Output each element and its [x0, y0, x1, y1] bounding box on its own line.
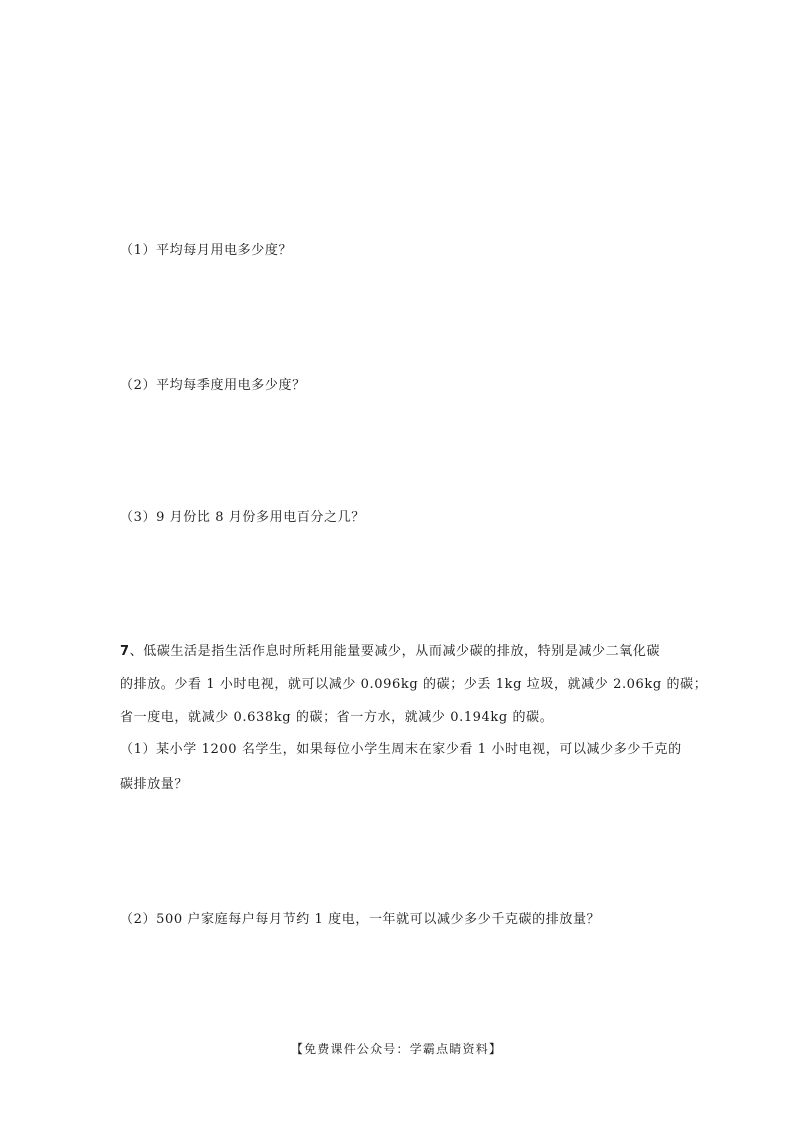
question-6-part-1: （1）平均每月用电多少度？ — [120, 243, 293, 258]
question-7-stem-line-3: 省一度电，就减少 0.638kg 的碳；省一方水，就减少 0.194kg 的碳。 — [120, 710, 554, 725]
question-7-stem-text: 、低碳生活是指生活作息时所耗用能量要减少，从而减少碳的排放，特别是减少二氧化碳 — [129, 644, 661, 659]
page-footer: 【免费课件公众号：学霸点睛资料】 — [290, 1042, 503, 1056]
question-6-part-2: （2）平均每季度用电多少度？ — [120, 378, 306, 393]
question-7-part-1-line-1: （1）某小学 1200 名学生，如果每位小学生周末在家少看 1 小时电视，可以减少多少千克的 — [120, 742, 682, 757]
question-7-part-2: （2）500 户家庭每户每月节约 1 度电，一年就可以减少多少千克碳的排放量？ — [120, 912, 601, 927]
question-7-part-1-line-2: 碳排放量？ — [120, 777, 189, 792]
question-6-part-3: （3）9 月份比 8 月份多用电百分之几？ — [120, 510, 365, 525]
question-7-stem-line-2: 的排放。少看 1 小时电视，就可以减少 0.096kg 的碳；少丢 1kg 垃圾，就减少 2.06kg 的碳； — [120, 677, 708, 692]
question-7-number: 7 — [120, 644, 130, 659]
question-7-stem-line-1 — [120, 644, 660, 660]
